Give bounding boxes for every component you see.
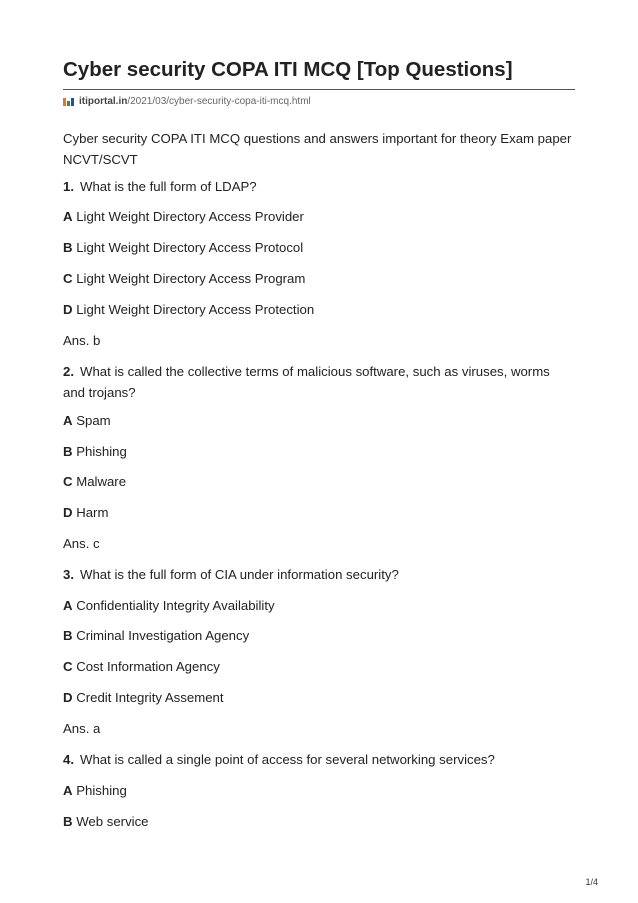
option-1b — [63, 237, 303, 258]
option-letter: A — [63, 598, 73, 613]
option-2c — [63, 471, 126, 492]
option-3a — [63, 595, 275, 616]
option-letter: D — [63, 302, 73, 317]
question-text: What is called a single point of access for several networking services? — [80, 752, 495, 767]
option-text: Criminal Investigation Agency — [76, 628, 250, 643]
option-text: Malware — [76, 474, 127, 489]
option-letter: C — [63, 271, 73, 286]
option-letter: D — [63, 505, 73, 520]
option-letter: D — [63, 690, 73, 705]
question-text: What is the full form of LDAP? — [80, 179, 257, 194]
title-divider — [63, 89, 575, 90]
option-text: Light Weight Directory Access Protection — [76, 302, 315, 317]
option-3d — [63, 687, 224, 708]
site-favicon-icon — [63, 98, 76, 106]
option-text: Harm — [76, 505, 109, 520]
option-2b — [63, 441, 127, 462]
option-3b — [63, 625, 249, 646]
option-letter: A — [63, 209, 73, 224]
question-number: 4. — [63, 752, 74, 767]
answer-1: Ans. b — [63, 333, 101, 348]
option-letter: C — [63, 659, 73, 674]
question-3 — [63, 564, 399, 585]
source-domain[interactable]: itiportal.in — [79, 96, 128, 107]
option-4a — [63, 780, 127, 801]
intro-paragraph: Cyber security COPA ITI MCQ questions and answers important for theory Exam paper NCVT/SCVT — [63, 131, 572, 167]
option-3c — [63, 656, 220, 677]
option-text: Light Weight Directory Access Program — [76, 271, 306, 286]
question-number: 3. — [63, 567, 74, 582]
option-2d — [63, 502, 108, 523]
question-2 — [63, 361, 575, 403]
option-2a — [63, 410, 111, 431]
page-number: 1/4 — [585, 877, 598, 887]
option-text: Phishing — [76, 783, 127, 798]
option-text: Light Weight Directory Access Protocol — [76, 240, 304, 255]
page-title: Cyber security COPA ITI MCQ [Top Questions] — [63, 58, 513, 81]
option-text: Confidentiality Integrity Availability — [76, 598, 275, 613]
question-text: What is the full form of CIA under information security? — [80, 567, 399, 582]
answer-2: Ans. c — [63, 536, 100, 551]
option-letter: A — [63, 783, 73, 798]
option-text: Phishing — [76, 444, 127, 459]
option-letter: B — [63, 814, 73, 829]
question-1 — [63, 176, 257, 197]
option-1c — [63, 268, 305, 289]
option-text: Light Weight Directory Access Provider — [76, 209, 304, 224]
option-text: Cost Information Agency — [76, 659, 220, 674]
option-letter: A — [63, 413, 73, 428]
option-letter: B — [63, 240, 73, 255]
source-path[interactable]: /2021/03/cyber-security-copa-iti-mcq.html — [127, 96, 311, 107]
answer-3: Ans. a — [63, 721, 101, 736]
option-1d — [63, 299, 314, 320]
question-text: What is called the collective terms of malicious software, such as viruses, worms and trojans? — [63, 364, 550, 400]
option-letter: B — [63, 628, 73, 643]
option-1a — [63, 206, 304, 227]
option-text: Spam — [76, 413, 111, 428]
question-4 — [63, 749, 495, 770]
option-letter: C — [63, 474, 73, 489]
option-text: Credit Integrity Assement — [76, 690, 224, 705]
question-number: 1. — [63, 179, 74, 194]
question-number: 2. — [63, 364, 74, 379]
option-text: Web service — [76, 814, 149, 829]
source-link[interactable] — [63, 96, 311, 107]
option-letter: B — [63, 444, 73, 459]
option-4b — [63, 811, 149, 832]
